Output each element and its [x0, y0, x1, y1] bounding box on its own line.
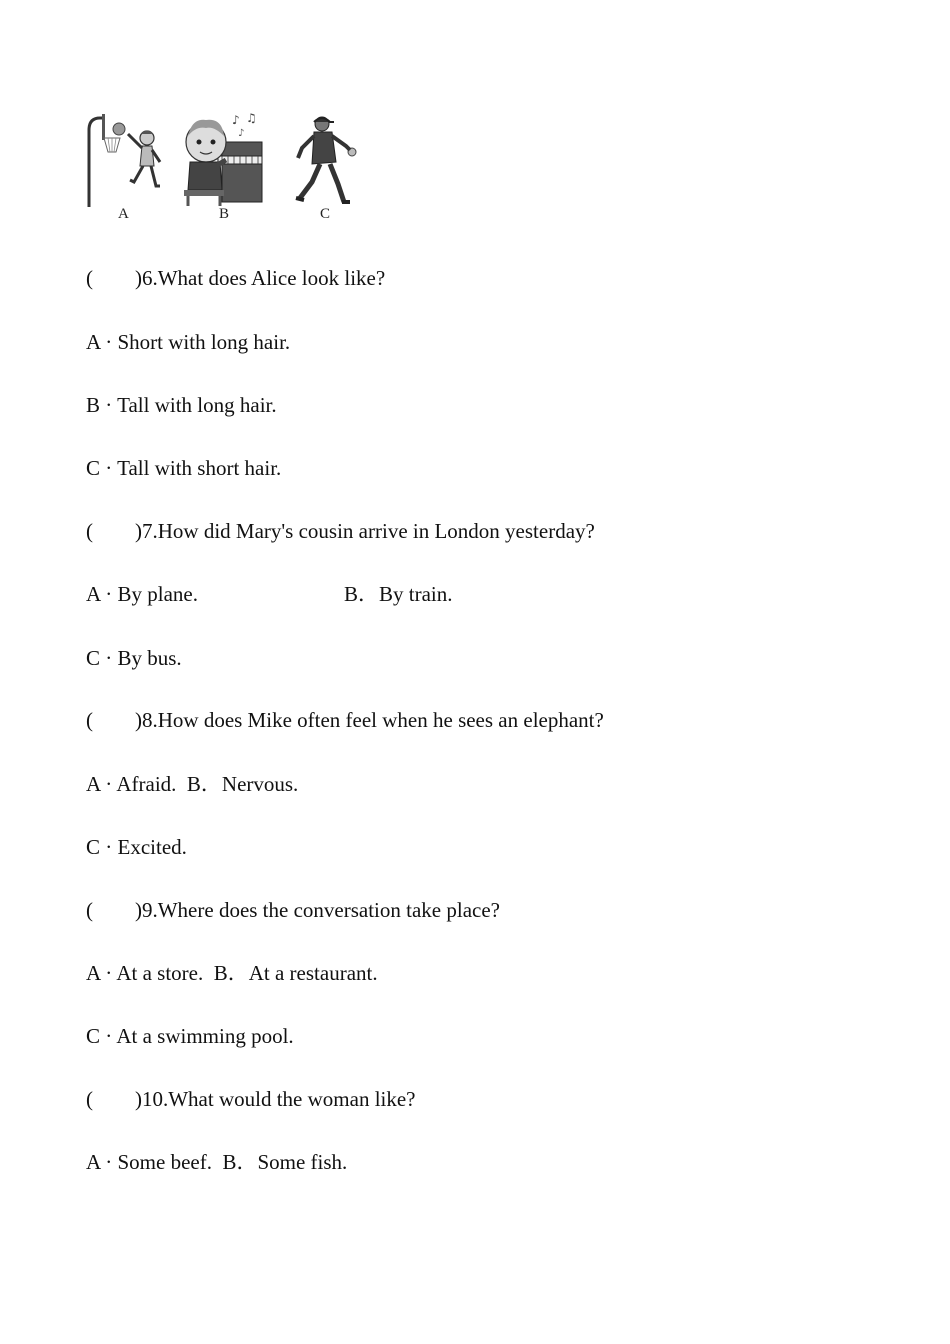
question-7-option-b: B．By train. [344, 582, 453, 606]
question-6-option-c: C · Tall with short hair. [86, 456, 282, 480]
baseball-player-icon [292, 112, 362, 208]
question-7-stem: ( )7.How did Mary's cousin arrive in London yesterday? [86, 519, 595, 543]
picture-c [292, 112, 362, 222]
picture-label-a: A [118, 206, 129, 222]
svg-text:♫: ♫ [246, 112, 257, 125]
question-8-option-c: C · Excited. [86, 835, 187, 859]
question-8-stem: ( )8.How does Mike often feel when he sees an elephant? [86, 708, 604, 732]
question-8-option-ab: A · Afraid. B．Nervous. [86, 772, 299, 796]
question-7-option-a: A · By plane. [86, 582, 198, 606]
boy-playing-piano-icon [182, 112, 268, 208]
question-9-stem: ( )9.Where does the conversation take place? [86, 898, 500, 922]
svg-text:♪: ♪ [232, 113, 240, 127]
question-10-option-ab: A · Some beef. B．Some fish. [86, 1150, 348, 1174]
question-7-option-c: C · By bus. [86, 646, 182, 670]
question-9-option-c: C · At a swimming pool. [86, 1024, 294, 1048]
picture-a [86, 112, 166, 222]
question-6-option-b: B · Tall with long hair. [86, 393, 277, 417]
picture-options [86, 112, 366, 228]
picture-b [182, 112, 268, 222]
picture-label-b: B [219, 206, 230, 222]
question-6-option-a: A · Short with long hair. [86, 330, 291, 354]
basketball-player-icon [86, 112, 166, 208]
question-9-option-ab: A · At a store. B．At a restaurant. [86, 961, 378, 985]
question-10-stem: ( )10.What would the woman like? [86, 1087, 416, 1111]
question-6-stem: ( )6.What does Alice look like? [86, 266, 386, 290]
picture-label-c: C [320, 206, 331, 222]
svg-text:♪: ♪ [238, 128, 245, 139]
